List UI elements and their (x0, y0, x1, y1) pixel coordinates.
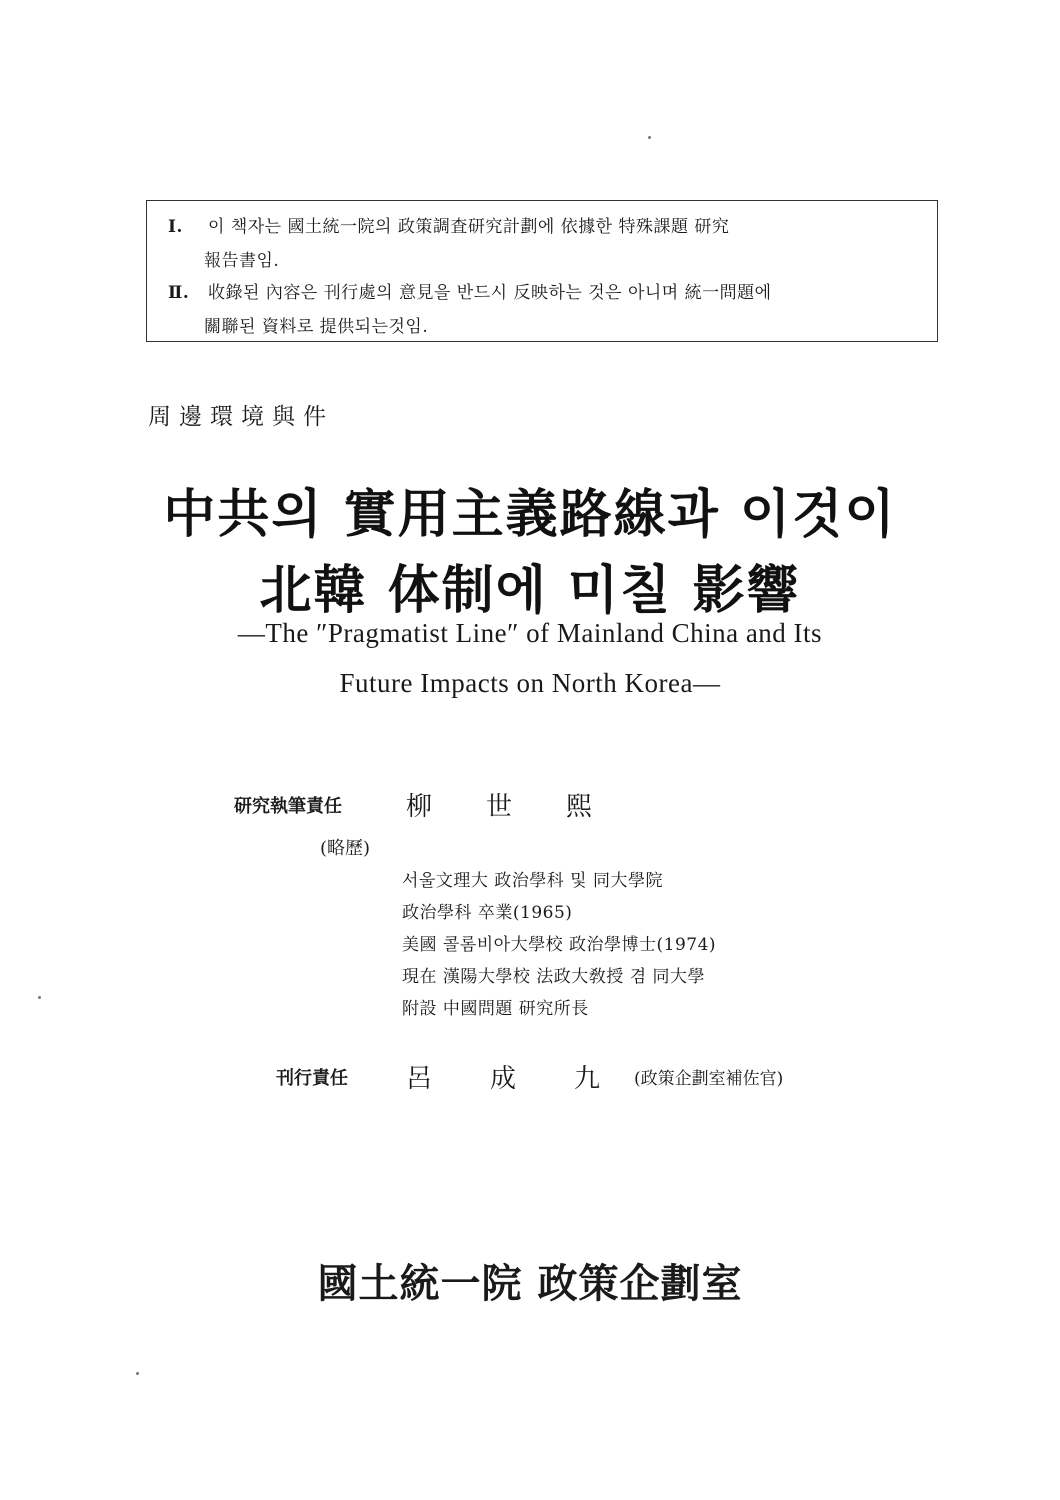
notice-item-1-text: 이 책자는 國土統一院의 政策調査研究計劃에 依據한 特殊課題 研究 (208, 217, 730, 237)
institution-footer: 國土統一院 政策企劃室 (317, 1260, 743, 1307)
publisher-role: (政策企劃室補佐官) (634, 1069, 784, 1089)
author-bio-line-1: 서울文理大 政治學科 및 同大學院 (402, 871, 663, 891)
author-bio-line-2: 政治學科 卒業(1965) (402, 903, 573, 923)
author-bio-label: (略歷) (320, 838, 371, 859)
publisher-name: 呂成九 (406, 1064, 659, 1094)
author-bio-line-5: 附設 中國問題 研究所長 (402, 999, 589, 1019)
publisher-label: 刊行責任 (276, 1068, 348, 1089)
author-bio-line-4: 現在 漢陽大學校 法政大敎授 겸 同大學 (402, 967, 706, 987)
series-label: 周邊環境與件 (148, 404, 334, 430)
scan-speck (136, 1372, 139, 1375)
notice-item-2-line-1 (168, 278, 772, 303)
author-name: 柳世熙 (406, 792, 647, 822)
title-korean-line-2: 北韓 体制에 미칠 影響 (259, 560, 801, 621)
title-korean-line-1: 中共의 實用主義路線과 이것이 (163, 484, 897, 545)
scan-speck (648, 136, 651, 139)
author-label: 研究執筆責任 (234, 796, 342, 817)
notice-item-1-numeral: Ⅰ. (168, 217, 183, 237)
author-bio-line-3: 美國 콜롬비아大學校 政治學博士(1974) (402, 935, 717, 955)
title-english-line-2: Future Impacts on North Korea— (339, 668, 721, 698)
notice-item-2-numeral: Ⅱ. (168, 283, 190, 303)
notice-item-1-line-2: 報告書임. (204, 251, 280, 271)
notice-item-2-line-2: 關聯된 資料로 提供되는것임. (204, 317, 429, 337)
scan-speck (38, 996, 41, 999)
title-english-line-1: —The ″Pragmatist Line″ of Mainland China and Its (237, 618, 823, 648)
notice-item-2-text: 收錄된 內容은 刊行處의 意見을 반드시 反映하는 것은 아니며 統一問題에 (208, 283, 772, 303)
notice-item-1-line-1 (168, 212, 729, 237)
